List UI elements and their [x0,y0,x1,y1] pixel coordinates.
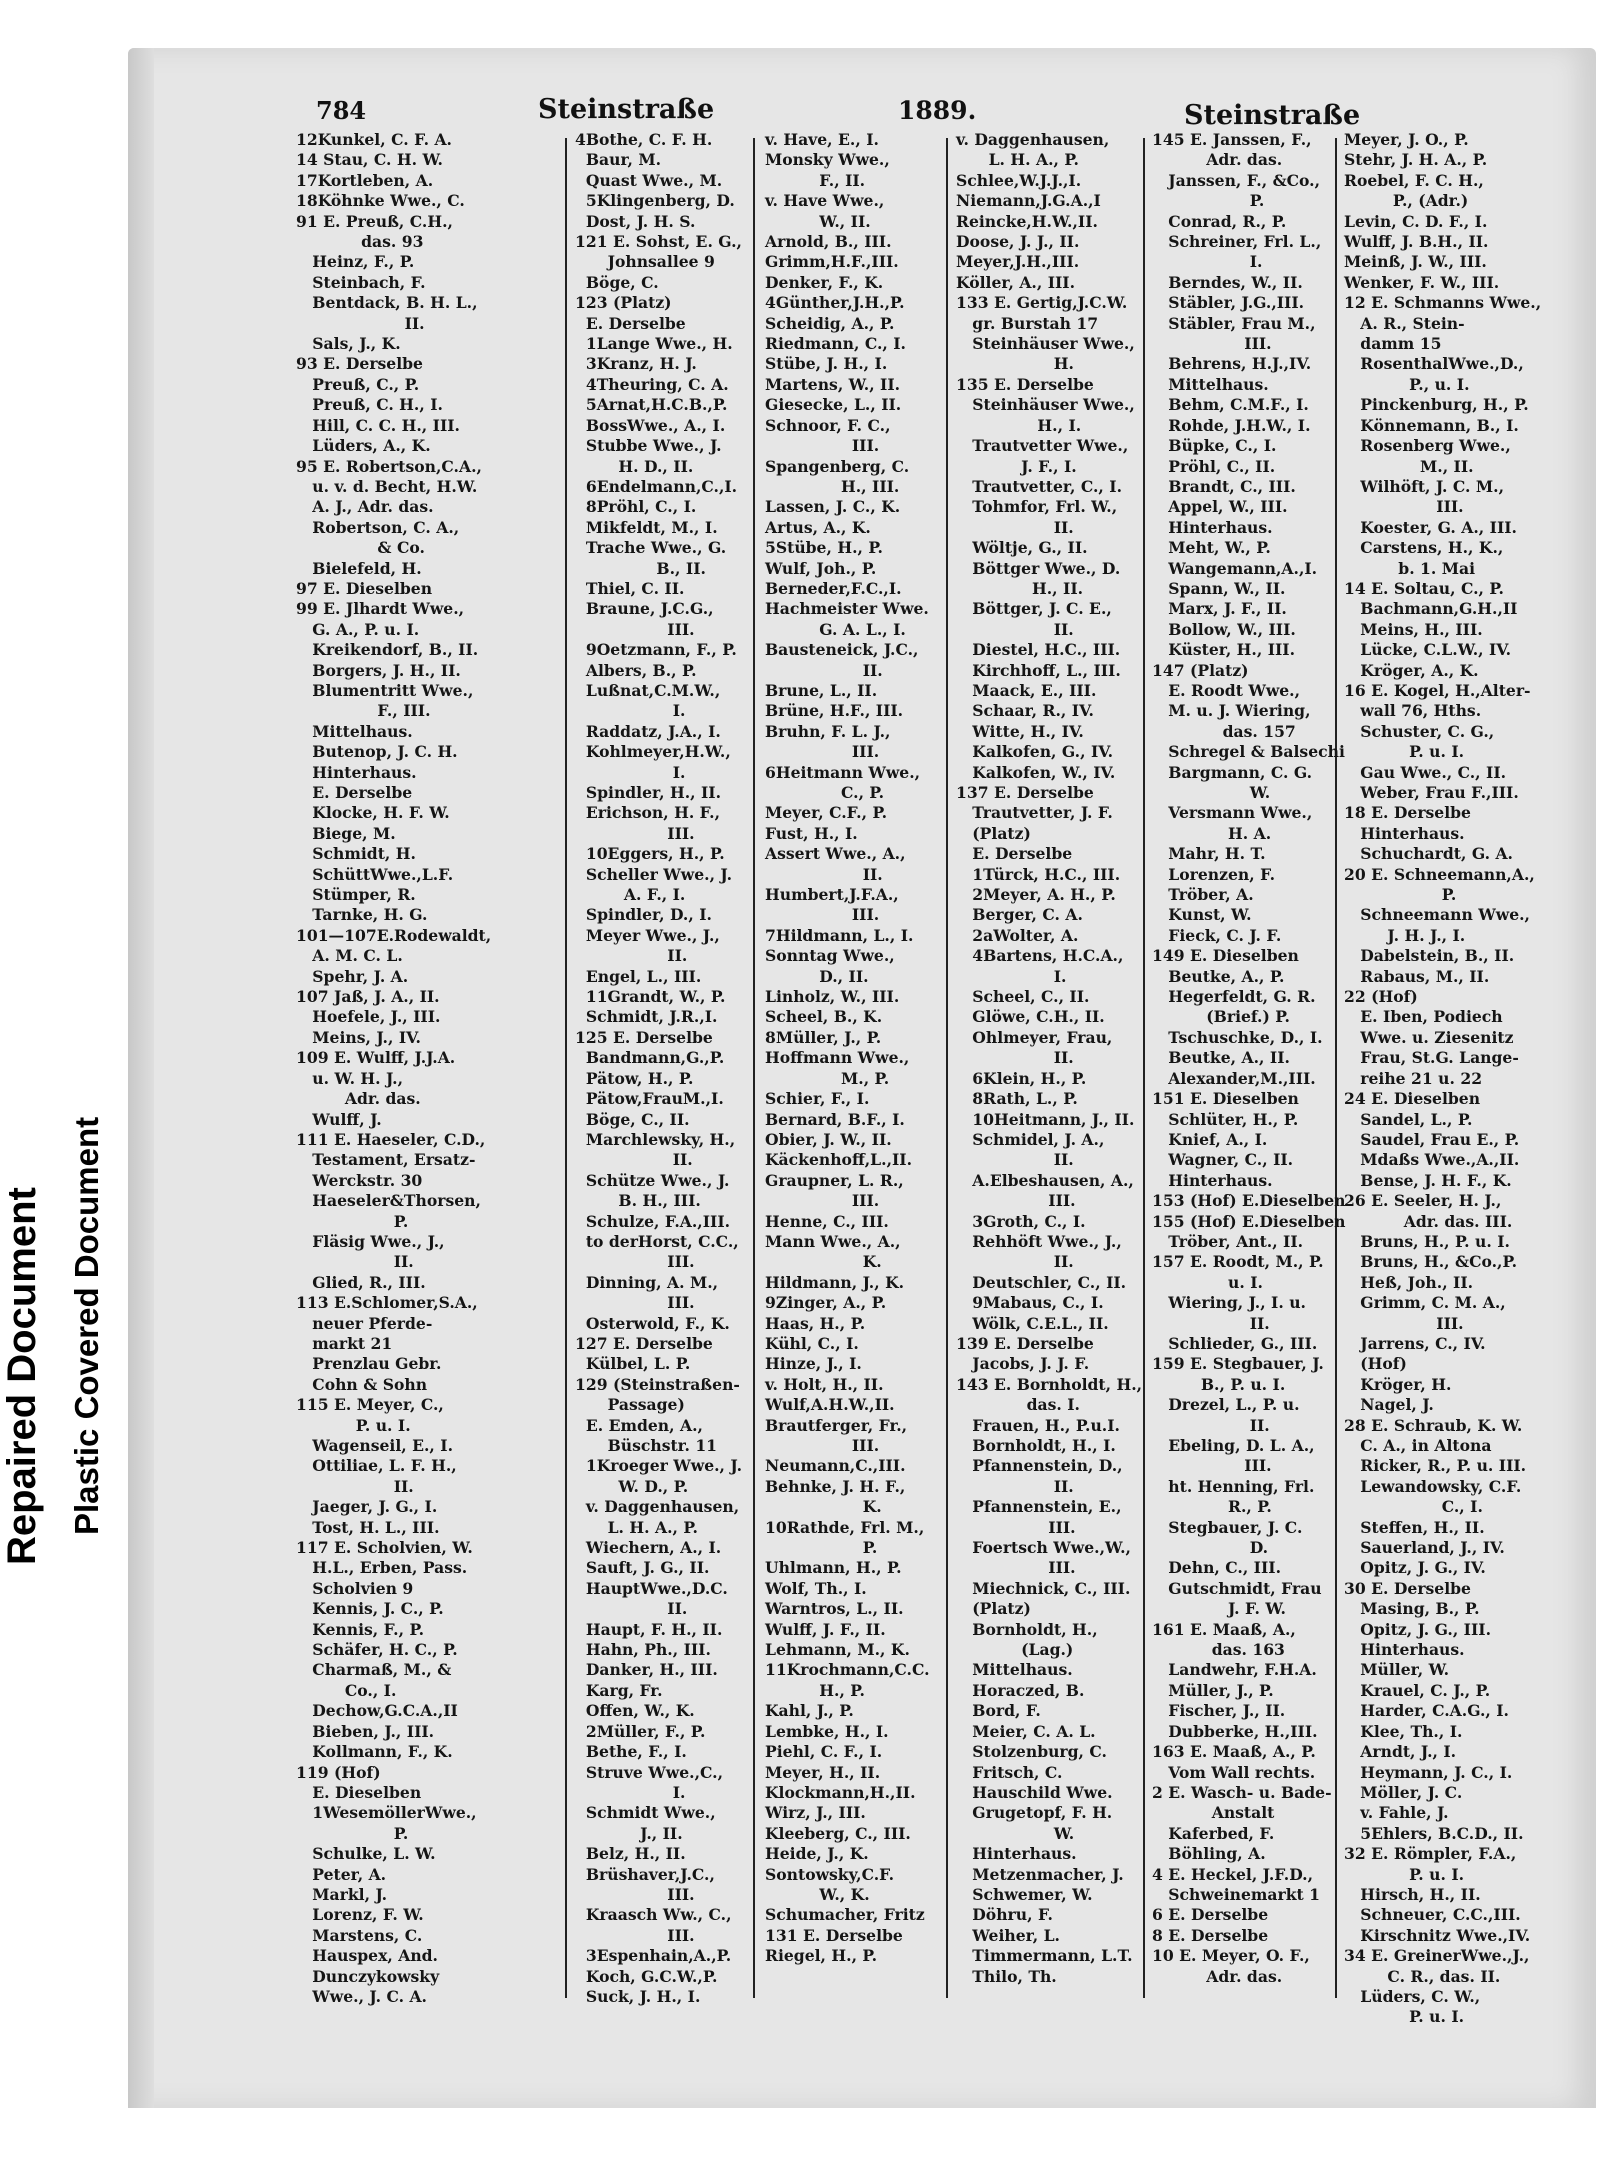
right-heading: Steinstraße [1184,100,1361,131]
directory-column-6: Meyer, J. O., P. Stehr, J. H. A., P. Roebel, F. C. H., P., (Adr.) Levin, C. D. F., I. Wulff, J. B.H., II. Meinß, J. W., III. Wenker, F. W., III. 12 E. Schmanns Wwe., A. R., Stein- damm 15 RosenthalWwe.,D., P., u. I. Pinckenburg, H., P. Könnemann, B., I. Rosenberg Wwe., M., II. Wilhöft, J. C. M., III. Koester, G. A., III. Carstens, H., K., b. 1. Mai 14 E. Soltau, C., P. Bachmann,G.H.,II Meins, H., III. Lücke, C.L.W., IV. Kröger, A., K. 16 E. Kogel, H.,Alter- wall 76, Hths. Schuster, C. G., P. u. I. Gau Wwe., C., II. Weber, Frau F.,III. 18 E. Derselbe Hinterhaus. Schuchardt, G. A. 20 E. Schneemann,A., P. Schneemann Wwe., J. H. J., I. Dabelstein, B., II. Rabaus, M., II. 22 (Hof) E. Iben, Podiech Wwe. u. Ziesenitz Frau, St.G. Lange- reihe 21 u. 22 24 E. Dieselben Sandel, L., P. Saudel, Frau E., P. Mdaßs Wwe.,A.,II. Bense, J. H. F., K. 26 E. Seeler, H. J., Adr. das. III. Bruns, H., P. u. I. Bruns, H., &Co.,P. Heß, Joh., II. Grimm, C. M. A., III. Jarrens, C., IV. (Hof) Kröger, H. Nagel, J. 28 E. Schraub, K. W. C. A., in Altona Ricker, R., P. u. III. Lewandowsky, C.F. C., I. Steffen, H., II. Sauerland, J., IV. Opitz, J. G., IV. 30 E. Derselbe Masing, B., P. Opitz, J. G., III. Hinterhaus. Müller, W. Krauel, C. J., P. Harder, C.A.G., I. Klee, Th., I. Arndt, J., I. Heymann, J. C., I. Möller, J. C. v. Fahle, J. 5Ehlers, B.C.D., II. 32 E. Römpler, F.A., P. u. I. Hirsch, H., II. Schneuer, C.C.,III. Kirschnitz Wwe.,IV. 34 E. GreinerWwe.,J., C. R., das. II. Lüders, C. W., P. u. I. [1344,130,1542,2027]
directory-column-3: v. Have, E., I. Monsky Wwe., F., II. v. Have Wwe., W., II. Arnold, B., III. Grimm,H.F.,III. Denker, F., K. 4Günther,J.H.,P. Scheidig, A., P. Riedmann, C., I. Stübe, J. H., I. Martens, W., II. Giesecke, L., II. Schnoor, F. C., III. Spangenberg, C. H., III. Lassen, J. C., K. Artus, A., K. 5Stübe, H., P. Wulf, Joh., P. Berneder,F.C.,I. Hachmeister Wwe. G. A. L., I. Bausteneick, J.C., II. Brune, L., II. Brüne, H.F., III. Bruhn, F. L. J., III. 6Heitmann Wwe., C., P. Meyer, C.F., P. Fust, H., I. Assert Wwe., A., II. Humbert,J.F.A., III. 7Hildmann, L., I. Sonntag Wwe., D., II. Linholz, W., III. Scheel, B., K. 8Müller, J., P. Hoffmann Wwe., M., P. Schier, F., I. Bernard, B.F., I. Obier, J. W., II. Käckenhoff,L.,II. Graupner, L. R., III. Henne, C., III. Mann Wwe., A., K. Hildmann, J., K. 9Zinger, A., P. Haas, H., P. Kühl, C., I. Hinze, J., I. v. Holt, H., II. Wulf,A.H.W.,II. Brautferger, Fr., III. Neumann,C.,III. Behnke, J. H. F., K. 10Rathde, Frl. M., P. Uhlmann, H., P. Wolf, Th., I. Warntros, L., II. Wulff, J. F., II. Lehmann, M., K. 11Krochmann,C.C. H., P. Kahl, J., P. Lembke, H., I. Piehl, C. F., I. Meyer, H., II. Klockmann,H.,II. Wirz, J., III. Kleeberg, C., III. Heide, J., K. Sontowsky,C.F. W., K. Schumacher, Fritz 131 E. Derselbe Riegel, H., P. [765,130,930,1966]
column-rule [1143,138,1145,1998]
left-heading: Steinstraße [538,94,715,125]
year-heading: 1889. [898,96,977,125]
directory-column-1: 12Kunkel, C. F. A. 14 Stau, C. H. W. 17Kortleben, A. 18Köhnke Wwe., C. 91 E. Preuß, C.H., das. 93 Heinz, F., P. Steinbach, F. Bentdack, B. H. L., II. Sals, J., K. 93 E. Derselbe Preuß, C., P. Preuß, C. H., I. Hill, C. C. H., III. Lüders, A., K. 95 E. Robertson,C.A., u. v. d. Becht, H.W. A. J., Adr. das. Robertson, C. A., & Co. Bielefeld, H. 97 E. Dieselben 99 E. Jlhardt Wwe., G. A., P. u. I. Kreikendorf, B., II. Borgers, J. H., II. Blumentritt Wwe., F., III. Mittelhaus. Butenop, J. C. H. Hinterhaus. E. Derselbe Klocke, H. F. W. Biege, M. Schmidt, H. SchüttWwe.,L.F. Stümper, R. Tarnke, H. G. 101—107E.Rodewaldt, A. M. C. L. Spehr, J. A. 107 Jaß, J. A., II. Hoefele, J., III. Meins, J., IV. 109 E. Wulff, J.J.A. u. W. H. J., Adr. das. Wulff, J. 111 E. Haeseler, C.D., Testament, Ersatz- Werckstr. 30 Haeseler&Thorsen, P. Fläsig Wwe., J., II. Glied, R., III. 113 E.Schlomer,S.A., neuer Pferde- markt 21 Prenzlau Gebr. Cohn & Sohn 115 E. Meyer, C., P. u. I. Wagenseil, E., I. Ottiliae, L. F. H., II. Jaeger, J. G., I. Tost, H. L., III. 117 E. Scholvien, W. H.L., Erben, Pass. Scholvien 9 Kennis, J. C., P. Kennis, F., P. Schäfer, H. C., P. Charmaß, M., & Co., I. Dechow,G.C.A.,II Bieben, J., III. Kollmann, F., K. 119 (Hof) E. Dieselben 1WesemöllerWwe., P. Schulke, L. W. Peter, A. Markl, J. Lorenz, F. W. Marstens, C. Hauspex, And. Dunczykowsky Wwe., J. C. A. [296,130,492,2006]
column-rule [565,138,567,1998]
directory-column-5: 145 E. Janssen, F., Adr. das. Janssen, F., &Co., P. Conrad, R., P. Schreiner, Frl. L., I. Berndes, W., II. Stäbler, J.G.,III. Stäbler, Frau M., III. Behrens, H.J.,IV. Mittelhaus. Behm, C.M.F., I. Rohde, J.H.W., I. Büpke, C., I. Pröhl, C., II. Brandt, C., III. Appel, W., III. Hinterhaus. Meht, W., P. Wangemann,A.,I. Spann, W., II. Marx, J. F., II. Bollow, W., III. Küster, H., III. 147 (Platz) E. Roodt Wwe., M. u. J. Wiering, das. 157 Schregel & Balsechi Bargmann, C. G. W. Versmann Wwe., H. A. Mahr, H. T. Lorenzen, F. Tröber, A. Kunst, W. Fieck, C. J. F. 149 E. Dieselben Beutke, A., P. Hegerfeldt, G. R. (Brief.) P. Tschuschke, D., I. Beutke, A., II. Alexander,M.,III. 151 E. Dieselben Schlüter, H., P. Knief, A., I. Wagner, C., II. Hinterhaus. 153 (Hof) E.Dieselben 155 (Hof) E.Dieselben Tröber, Ant., II. 157 E. Roodt, M., P. u. I. Wiering, J., I. u. II. Schlieder, G., III. 159 E. Stegbauer, J. B., P. u. I. Drezel, L., P. u. II. Ebeling, D. L. A., III. ht. Henning, Frl. R., P. Stegbauer, J. C. D. Dehn, C., III. Gutschmidt, Frau J. F. W. 161 E. Maaß, A., das. 163 Landwehr, F.H.A. Müller, J., P. Fischer, J., II. Dubberke, H.,III. 163 E. Maaß, A., P. Vom Wall rechts. 2 E. Wasch- u. Bade- Anstalt Kaferbed, F. Böhling, A. 4 E. Heckel, J.F.D., Schweinemarkt 1 6 E. Derselbe 8 E. Derselbe 10 E. Meyer, O. F., Adr. das. [1152,130,1346,1986]
directory-page [128,48,1596,2108]
page-number: 784 [316,96,367,125]
directory-column-4: v. Daggenhausen, L. H. A., P. Schlee,W.J.J.,I. Niemann,J.G.A.,I Reincke,H.W.,II. Doose, J. J., II. Meyer,J.H.,III. Köller, A., III. 133 E. Gertig,J.C.W. gr. Burstah 17 Steinhäuser Wwe., H. 135 E. Derselbe Steinhäuser Wwe., H., I. Trautvetter Wwe., J. F., I. Trautvetter, C., I. Tohmfor, Frl. W., II. Wöltje, G., II. Böttger Wwe., D. H., II. Böttger, J. C. E., II. Diestel, H.C., III. Kirchhoff, L., III. Maack, E., III. Schaar, R., IV. Witte, H., IV. Kalkofen, G., IV. Kalkofen, W., IV. 137 E. Derselbe Trautvetter, J. F. (Platz) E. Derselbe 1Türck, H.C., III. 2Meyer, A. H., P. Berger, C. A. 2aWolter, A. 4Bartens, H.C.A., I. Scheel, C., II. Glöwe, C.H., II. Ohlmeyer, Frau, II. 6Klein, H., P. 8Rath, L., P. 10Heitmann, J., II. Schmidel, J. A., II. A.Elbeshausen, A., III. 3Groth, C., I. Rehhöft Wwe., J., II. Deutschler, C., II. 9Mabaus, C., I. Wölk, C.E.L., II. 139 E. Derselbe Jacobs, J. J. F. 143 E. Bornholdt, H., das. I. Frauen, H., P.u.I. Bornholdt, H., I. Pfannenstein, D., II. Pfannenstein, E., III. Foertsch Wwe.,W., III. Miechnick, C., III. (Platz) Bornholdt, H., (Lag.) Mittelhaus. Horaczed, B. Bord, F. Meier, C. A. L. Stolzenburg, C. Fritsch, C. Hauschild Wwe. Grugetopf, F. H. W. Hinterhaus. Metzenmacher, J. Schwemer, W. Döhru, F. Weiher, L. Timmermann, L.T. Thilo, Th. [956,130,1143,1986]
side-label-plastic-covered: Plastic Covered Document [68,1116,105,1535]
column-rule [753,138,755,1998]
directory-column-2: 4Bothe, C. F. H. Baur, M. Quast Wwe., M. 5Klingenberg, D. Dost, J. H. S. 121 E. Sohst, E. G., Johnsallee 9 Böge, C. 123 (Platz) E. Derselbe 1Lange Wwe., H. 3Kranz, H. J. 4Theuring, C. A. 5Arnat,H.C.B.,P. BossWwe., A., I. Stubbe Wwe., J. H. D., II. 6Endelmann,C.,I. 8Pröhl, C., I. Mikfeldt, M., I. Trache Wwe., G. B., II. Thiel, C. II. Braune, J.C.G., III. 9Oetzmann, F., P. Albers, B., P. Lußnat,C.M.W., I. Raddatz, J.A., I. Kohlmeyer,H.W., I. Spindler, H., II. Erichson, H. F., III. 10Eggers, H., P. Scheller Wwe., J. A. F., I. Spindler, D., I. Meyer Wwe., J., II. Engel, L., III. 11Grandt, W., P. Schmidt, J.R.,I. 125 E. Derselbe Bandmann,G.,P. Pätow, H., P. Pätow,FrauM.,I. Böge, C., II. Marchlewsky, H., II. Schütze Wwe., J. B. H., III. Schulze, F.A.,III. to derHorst, C.C., III. Dinning, A. M., III. Osterwold, F., K. 127 E. Derselbe Külbel, L. P. 129 (Steinstraßen- Passage) E. Emden, A., Büschstr. 11 1Kroeger Wwe., J. W. D., P. v. Daggenhausen, L. H. A., P. Wiechern, A., I. Sauft, J. G., II. HauptWwe.,D.C. II. Haupt, F. H., II. Hahn, Ph., III. Danker, H., III. Karg, Fr. Offen, W., K. 2Müller, F., P. Bethe, F., I. Struve Wwe.,C., I. Schmidt Wwe., J., II. Belz, H., II. Brüshaver,J.C., III. Kraasch Ww., C., III. 3Espenhain,A.,P. Koch, G.C.W.,P. Suck, J. H., I. [575,130,743,2006]
column-rule [946,138,948,1998]
side-label-repaired: Repaired Document [0,1187,44,1565]
